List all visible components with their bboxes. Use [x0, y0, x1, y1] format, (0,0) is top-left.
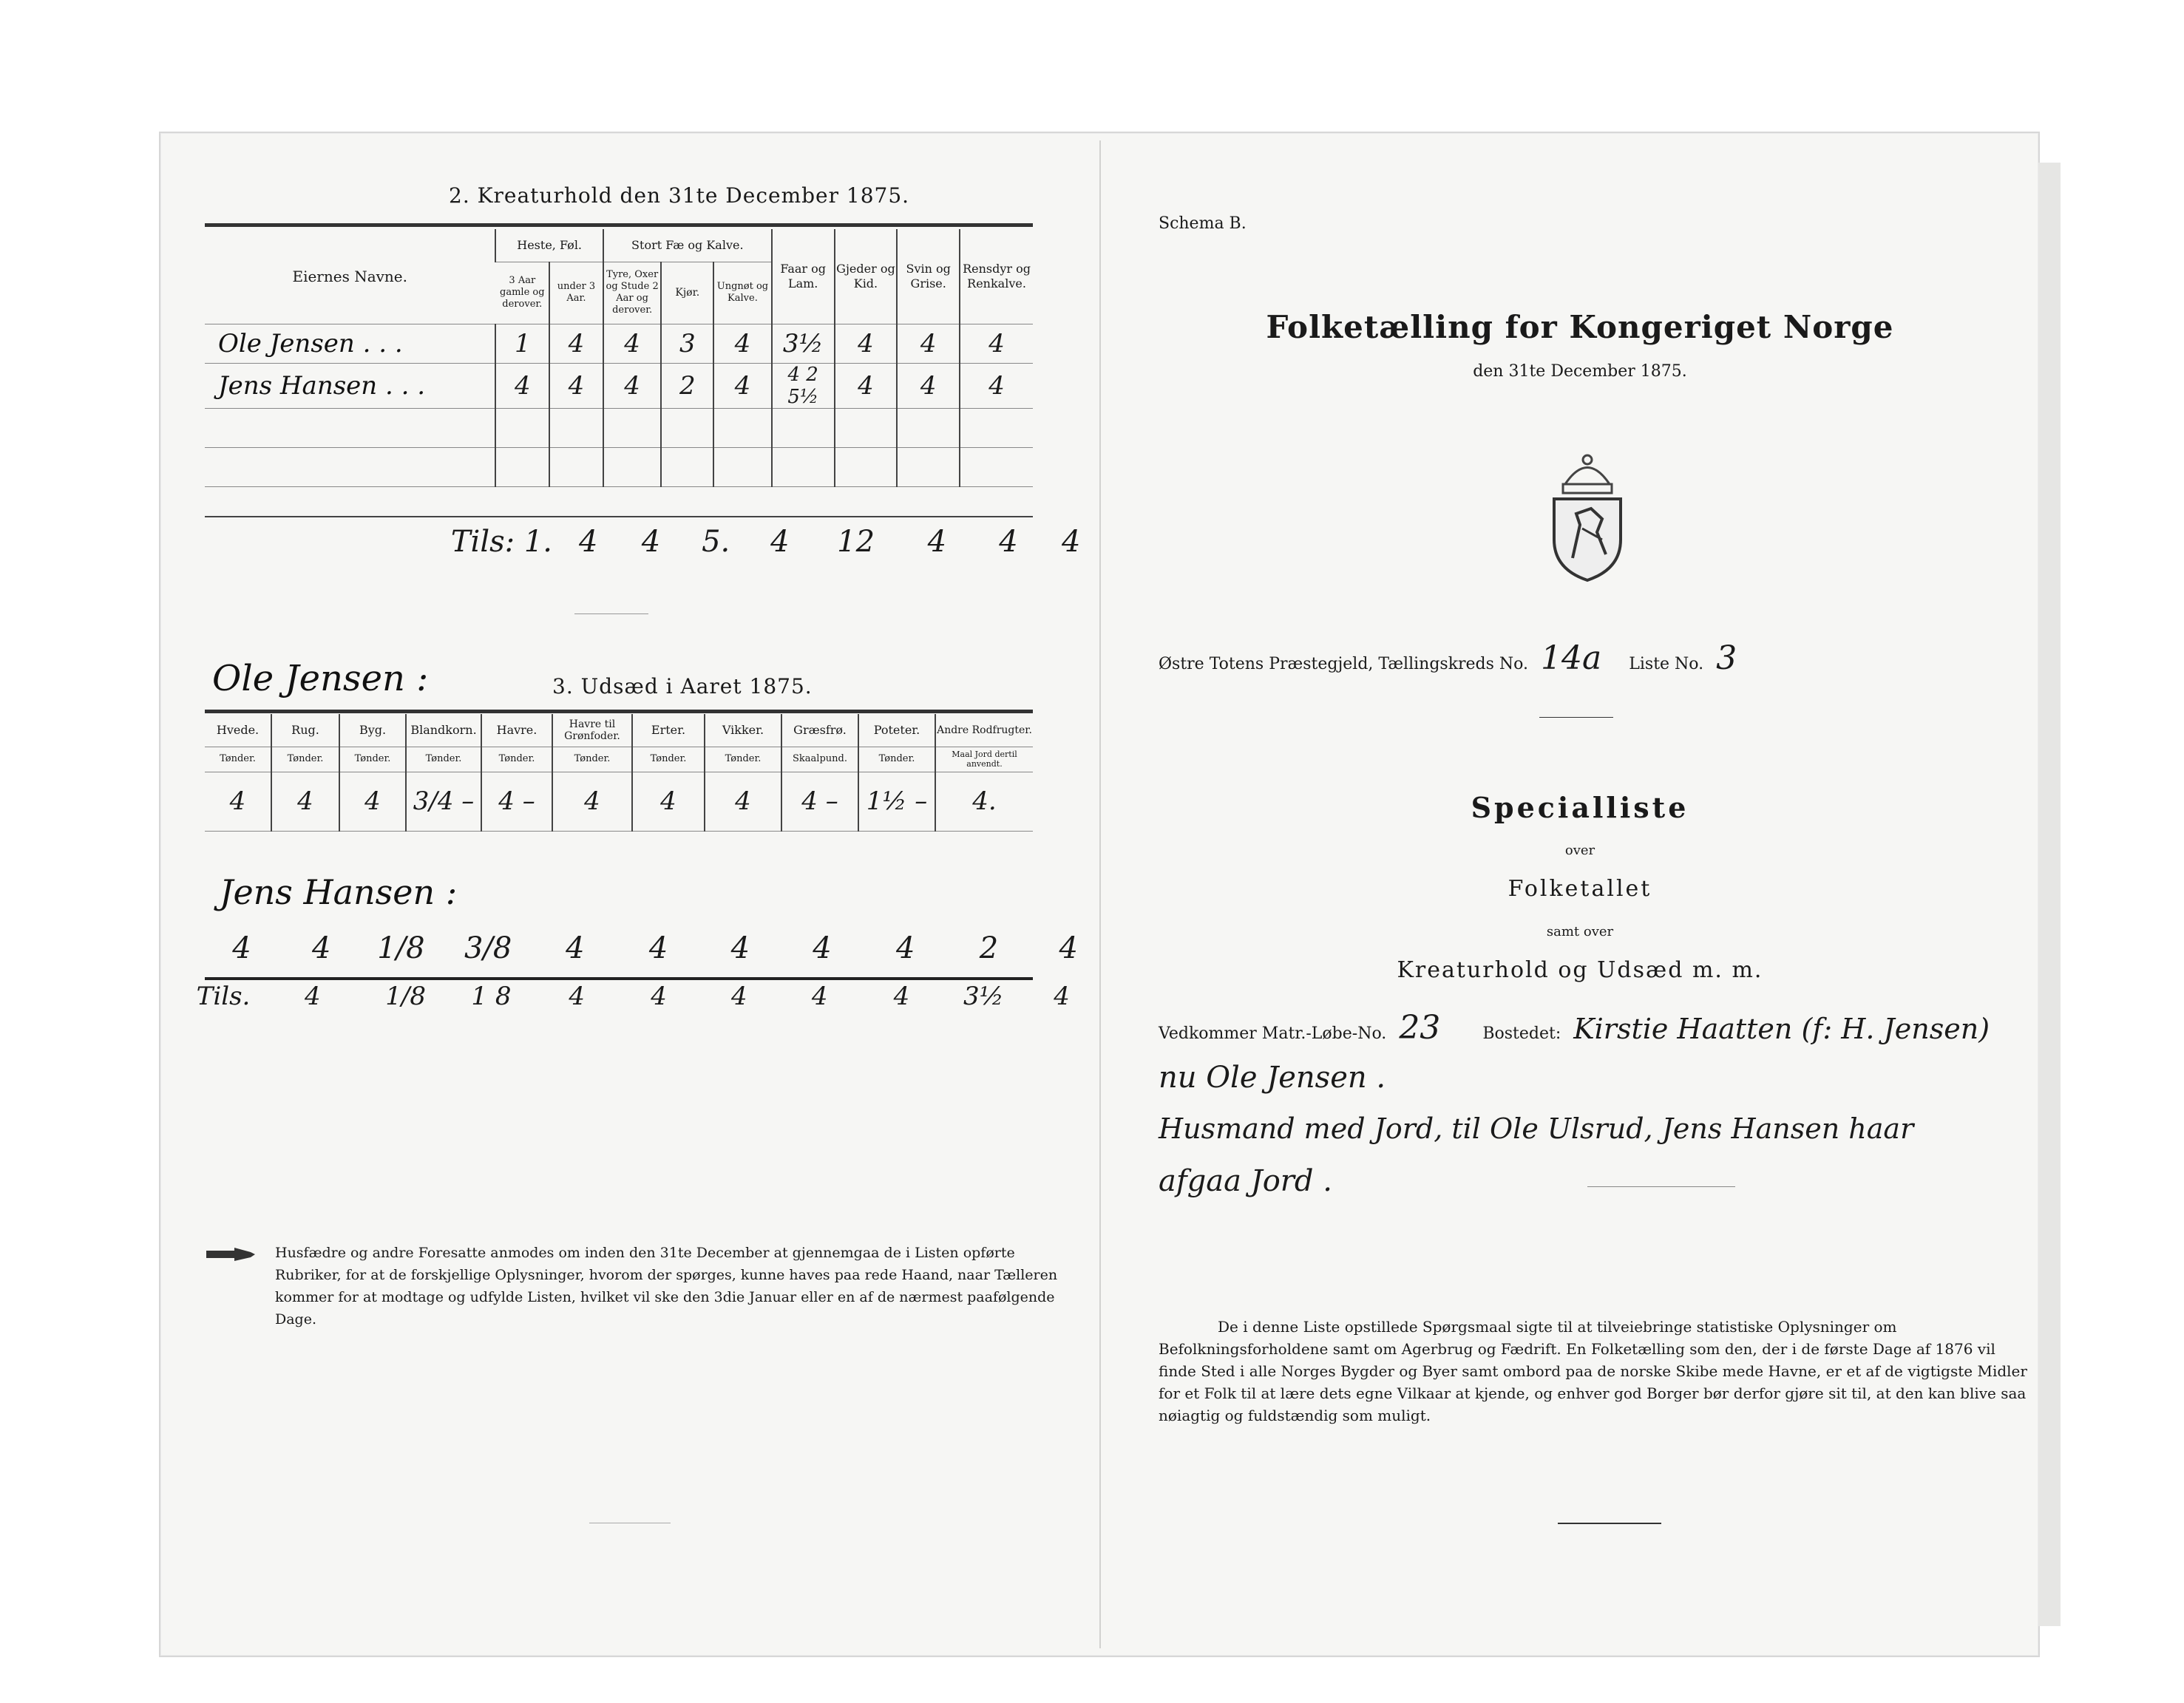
- cell: 4: [232, 931, 251, 965]
- left-page: [196, 155, 1081, 1634]
- cell: 4: [713, 363, 772, 408]
- specialliste-title: Specialliste: [1471, 791, 1689, 824]
- header-gjeder: Gjeder og Kid.: [835, 229, 898, 324]
- cell: [960, 408, 1033, 447]
- header-stort-fae: Stort Fæ og Kalve.: [603, 229, 772, 262]
- cell: 4: [730, 931, 750, 965]
- cell: [495, 447, 549, 486]
- cell: 3/4 –: [406, 772, 481, 831]
- divider: [1539, 717, 1613, 718]
- divider: [574, 613, 648, 614]
- cell: 4: [271, 772, 339, 831]
- cell: 4: [897, 363, 960, 408]
- total-cell: 4: [1062, 525, 1081, 559]
- total-cell: 4: [569, 982, 586, 1011]
- remark-line-3: afgaa Jord .: [1159, 1164, 1332, 1198]
- liste-number: 3: [1716, 639, 1737, 677]
- unit: Tønder.: [205, 747, 271, 772]
- remark-line-2: Husmand med Jord, til Ole Ulsrud, Jens Hansen haar: [1159, 1112, 1914, 1145]
- header-heste-2: under 3 Aar.: [549, 262, 603, 324]
- header-havre: Havre.: [481, 714, 552, 747]
- total-cell: 4: [578, 525, 598, 559]
- header-svin: Svin og Grise.: [897, 229, 960, 324]
- cell: 4: [566, 931, 585, 965]
- total-cell: 4: [651, 982, 667, 1011]
- cell: 1½ –: [858, 772, 935, 831]
- section3-top-rule: [205, 710, 1033, 713]
- total-cell: 4: [770, 525, 790, 559]
- header-vikker: Vikker.: [705, 714, 781, 747]
- section2-totals: [205, 525, 1081, 559]
- total-label: Tils: 1.: [450, 525, 552, 559]
- cell: 2: [979, 931, 999, 965]
- cell: [713, 408, 772, 447]
- total-cell: 4: [927, 525, 947, 559]
- total-cell: 1/8: [385, 982, 426, 1011]
- header-faar: Faar og Lam.: [772, 229, 835, 324]
- unit: Skaalpund.: [781, 747, 858, 772]
- kreaturhold-text: Kreaturhold og Udsæd m. m.: [1397, 957, 1763, 983]
- header-byg: Byg.: [339, 714, 406, 747]
- unit: Tønder.: [858, 747, 935, 772]
- total-label: Tils.: [196, 982, 251, 1011]
- total-cell: 3½: [963, 982, 1004, 1011]
- folketallet-text: Folketallet: [1508, 876, 1652, 902]
- header-rensdyr: Rensdyr og Renkalve.: [960, 229, 1033, 324]
- main-title: Folketælling for Kongeriget Norge: [1266, 309, 1894, 345]
- divider: [1587, 1186, 1735, 1187]
- cell: 4: [648, 931, 668, 965]
- cell: 4: [495, 363, 549, 408]
- matr-number: 23: [1399, 1009, 1441, 1047]
- cell: 3½: [772, 324, 835, 363]
- table-row: [205, 408, 1033, 447]
- unit: Tønder.: [271, 747, 339, 772]
- total-cell: 1 8: [471, 982, 512, 1011]
- seed-total-rule: [205, 977, 1033, 980]
- cell: 4: [311, 931, 331, 965]
- page-fold: [1099, 140, 1101, 1648]
- schema-label: Schema B.: [1159, 214, 1247, 233]
- cell: 4: [552, 772, 632, 831]
- matrikkel-line: [1159, 1009, 1997, 1047]
- cell: 4 2 5½: [772, 363, 835, 408]
- section2-top-rule: [205, 223, 1033, 227]
- seed-totals: [190, 982, 1070, 1011]
- cell: 4: [960, 324, 1033, 363]
- unit: Tønder.: [552, 747, 632, 772]
- header-hvede: Hvede.: [205, 714, 271, 747]
- unit: Tønder.: [339, 747, 406, 772]
- cell: 4 –: [481, 772, 552, 831]
- cell: [603, 447, 662, 486]
- cell: 4: [813, 931, 832, 965]
- table-row: [205, 363, 1033, 408]
- cell: [495, 408, 549, 447]
- header-blandkorn: Blandkorn.: [406, 714, 481, 747]
- remark-line-1: nu Ole Jensen .: [1159, 1061, 1386, 1095]
- cell: [661, 447, 713, 486]
- section3-title: 3. Udsæd i Aaret 1875.: [552, 674, 813, 698]
- seed-row-2: [205, 931, 1078, 965]
- cell: 4: [549, 363, 603, 408]
- header-rug: Rug.: [271, 714, 339, 747]
- cell: 2: [661, 363, 713, 408]
- cell: 4: [339, 772, 406, 831]
- table-row: [205, 447, 1033, 486]
- header-havre-gronfoder: Havre til Grønfoder.: [552, 714, 632, 747]
- header-stort-2: Kjør.: [661, 262, 713, 324]
- cell: 4: [896, 931, 915, 965]
- cell: 4: [603, 363, 662, 408]
- table-row: [205, 772, 1033, 831]
- cell: [205, 447, 495, 486]
- total-cell: 4: [731, 982, 747, 1011]
- cell: 4: [1059, 931, 1078, 965]
- pointing-hand-icon: [205, 1246, 257, 1262]
- total-cell: 4: [641, 525, 661, 559]
- cell: 4: [960, 363, 1033, 408]
- census-date: den 31te December 1875.: [1473, 362, 1687, 381]
- cell: 4: [205, 772, 271, 831]
- header-graesfro: Græsfrø.: [781, 714, 858, 747]
- total-cell: 4: [893, 982, 910, 1011]
- samt-over-text: samt over: [1546, 924, 1614, 939]
- header-heste-1: 3 Aar gamle og derover.: [495, 262, 549, 324]
- district-number: 14a: [1541, 639, 1602, 677]
- total-cell: 4: [811, 982, 828, 1011]
- unit: Tønder.: [481, 747, 552, 772]
- total-cell: 12: [837, 525, 875, 559]
- liste-label: Liste No.: [1629, 655, 1704, 673]
- livestock-table: [205, 229, 1033, 487]
- document-sheet: [159, 132, 2040, 1657]
- cell: [835, 447, 898, 486]
- cell: 4: [897, 324, 960, 363]
- total-cell: 5.: [702, 525, 730, 559]
- bostedet-label: Bostedet:: [1482, 1024, 1561, 1043]
- cell: 1: [495, 324, 549, 363]
- header-poteter: Poteter.: [858, 714, 935, 747]
- cell: [549, 447, 603, 486]
- cell: 4: [713, 324, 772, 363]
- owner-name: Jens Hansen . . .: [205, 363, 495, 408]
- notice-text: Husfædre og andre Foresatte anmodes om inden den 31te December at gjennemgaa de i Listen opførte Rubriker, for at de forskjellige Oplysninger, hvorom der spørges, kunne haves paa rede Haand, naar Tælleren kommer for at modtage og udfylde Listen, hvilket vil ske den 3die Januar eller en af de nærmest paafølgende Dage.: [275, 1245, 1058, 1328]
- unit: Maal Jord dertil anvendt.: [935, 747, 1033, 772]
- cell: [960, 447, 1033, 486]
- section2-bottom-rule: [205, 516, 1033, 517]
- owner-name: Ole Jensen . . .: [205, 324, 495, 363]
- notice-block: [205, 1242, 1062, 1330]
- explanatory-text: De i denne Liste opstillede Spørgsmaal sigte til at tilveiebringe statistiske Oplysninger om Befolkningsforholdene samt om Agerbrug og Fædrift. En Folketælling som den, der i de første Dage af 1876 vil finde Sted i alle Norges Bygder og Byer samt ombord paa de norske Skibe mede Havne, er et af de vigtigste Midler for et Folk til at lære dets egne Vilkaar at kjende, og enhver god Borger bør derfor gjøre sit til, at den kan blive saa nøiagtig og fuldstændig som muligt.: [1159, 1318, 2027, 1424]
- district-label: Østre Totens Præstegjeld, Tællingskreds No.: [1159, 655, 1529, 673]
- cell: 4: [835, 324, 898, 363]
- cell: 4: [603, 324, 662, 363]
- cell: 4 –: [781, 772, 858, 831]
- over-text: over: [1564, 843, 1595, 858]
- seed-owner-1: Ole Jensen :: [212, 658, 429, 699]
- total-cell: 4: [1054, 982, 1070, 1011]
- cell: 4: [835, 363, 898, 408]
- cell: [603, 408, 662, 447]
- unit: Tønder.: [705, 747, 781, 772]
- cell: [835, 408, 898, 447]
- header-heste: Heste, Føl.: [495, 229, 603, 262]
- table-row: [205, 324, 1033, 363]
- cell: [549, 408, 603, 447]
- header-owner-names: Eiernes Navne.: [205, 229, 495, 324]
- seed-table: [205, 714, 1033, 832]
- cell: [772, 447, 835, 486]
- cell: [897, 447, 960, 486]
- header-andre-rodfrugter: Andre Rodfrugter.: [935, 714, 1033, 747]
- total-cell: 4: [999, 525, 1018, 559]
- cell: 4: [549, 324, 603, 363]
- header-stort-3: Ungnøt og Kalve.: [713, 262, 772, 324]
- unit: Tønder.: [632, 747, 705, 772]
- coat-of-arms-icon: [1547, 451, 1628, 584]
- cell: 3: [661, 324, 713, 363]
- cell: [205, 408, 495, 447]
- header-stort-1: Tyre, Oxer og Stude 2 Aar og derover.: [603, 262, 662, 324]
- cell: 3/8: [464, 931, 512, 965]
- cell: [713, 447, 772, 486]
- matr-label: Vedkommer Matr.-Løbe-No.: [1159, 1024, 1387, 1043]
- cell: [661, 408, 713, 447]
- total-cell: 4: [304, 982, 321, 1011]
- cell: 4: [705, 772, 781, 831]
- divider: [1558, 1523, 1661, 1524]
- header-erter: Erter.: [632, 714, 705, 747]
- right-page: [1136, 155, 2027, 1634]
- cell: [772, 408, 835, 447]
- cell: [897, 408, 960, 447]
- bostedet-value: Kirstie Haatten (f: H. Jensen): [1573, 1013, 1990, 1045]
- unit: Tønder.: [406, 747, 481, 772]
- section2-title: 2. Kreaturhold den 31te December 1875.: [449, 183, 910, 208]
- cell: 1/8: [377, 931, 425, 965]
- district-line: [1159, 639, 1744, 677]
- cell: 4.: [935, 772, 1033, 831]
- seed-owner-2: Jens Hansen :: [220, 872, 458, 912]
- cell: 4: [632, 772, 705, 831]
